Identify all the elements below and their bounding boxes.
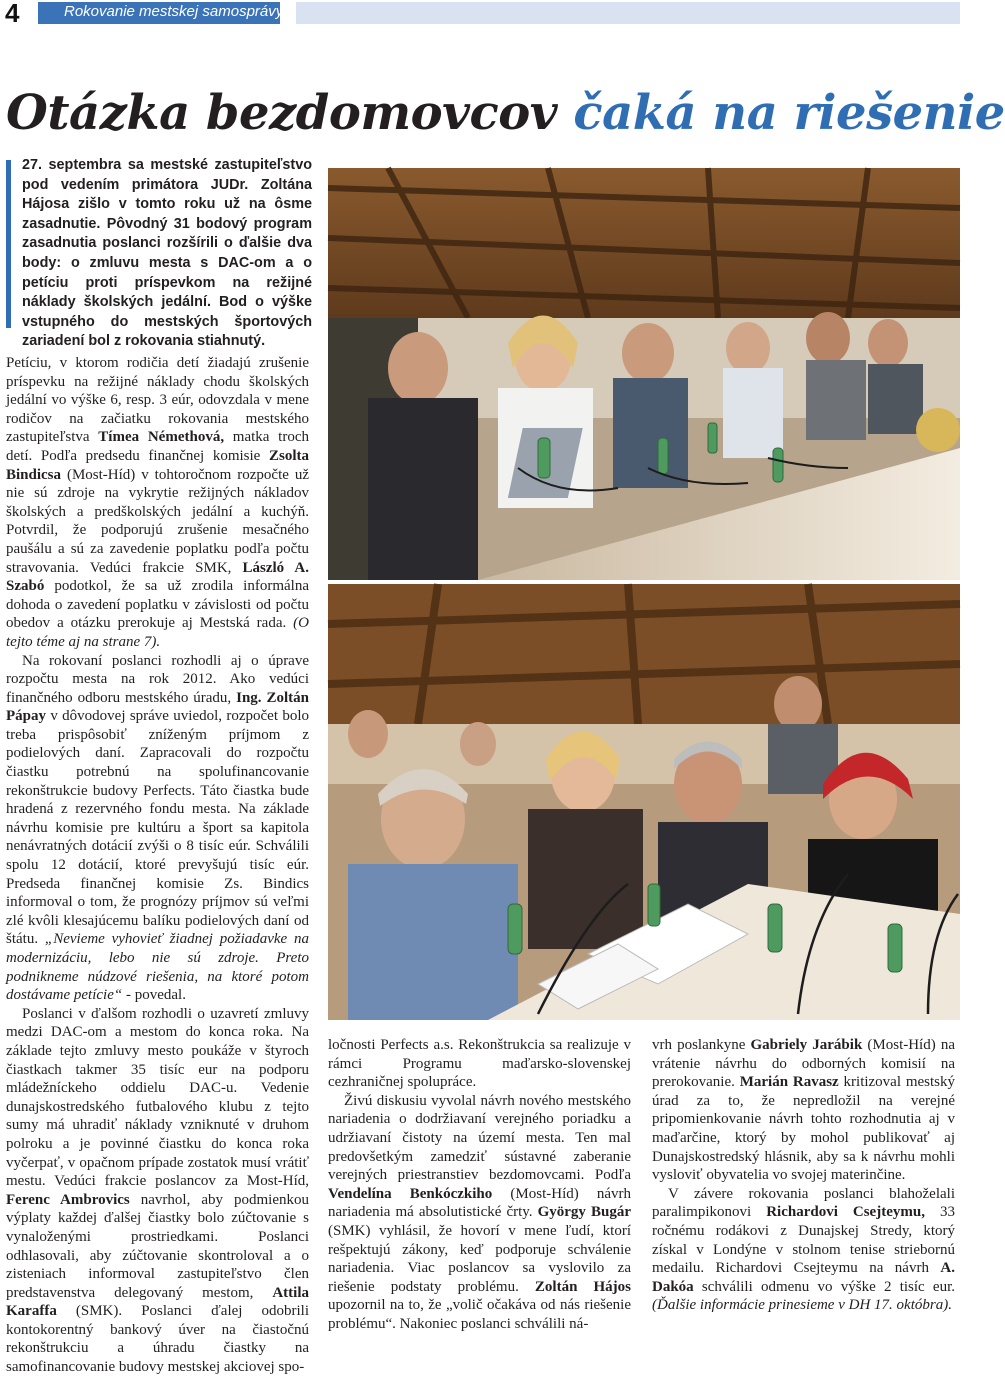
header-rule <box>296 2 960 24</box>
article-lead: 27. septembra sa mestské zastupiteľstvo pod vedením primátora JUDr. Zoltána Hájosa zišlo v tomto roku už na ôsme zasadnutie. Pôvodný 31 bodový program zasadnutia poslanci rozšírili o ďalšie dva body: o zmluvu mesta s DAC-om a o petíciu proti príspevkom na režijné náklady školských jedální. Bod o výške vstupného do mestských športových zariadení bol z rokovania stiahnutý. <box>22 157 312 350</box>
person-name: Gabriely Jarábik <box>750 1037 863 1053</box>
person-name: György Bugár <box>537 1204 631 1221</box>
person-name: László A. Szabó <box>6 559 309 595</box>
person-name: Zoltán Hájos <box>534 1278 631 1295</box>
paragraph: ločnosti Perfects a.s. Rekonštrukcia sa realizuje v rámci Programu maďarsko-slovenskej cezhraničnej spolupráce. <box>328 1037 631 1091</box>
article-column-1 <box>6 354 309 1377</box>
person-name: Ferenc Ambrovics <box>6 1191 130 1208</box>
page-header <box>0 0 960 28</box>
headline-part1: Otázka bezdomovcov <box>6 85 574 141</box>
article-column-3 <box>652 1036 955 1315</box>
headline-part2: čaká na riešenie <box>573 85 1005 141</box>
person-name: A. Dakóa <box>652 1260 955 1295</box>
person-name: Tímea Némethová, <box>98 429 225 446</box>
headline <box>6 85 1005 141</box>
council-meeting-photo-top <box>328 168 960 580</box>
person-name: Vendelína Benkóczkiho <box>328 1185 493 1202</box>
paragraph: V závere rokovania poslanci blahoželali paralimpikonovi Richardovi Csejteymu, 33 ročnému rodákovi z Dunajskej Stredy, ktorý získal v Londýne v stolnom tenise striebornú medailu. Richardovi Csejteymu na návrh A. Dakóa schválili odmenu vo výške 2 tisíc eur. (Ďalšie informácie prinesieme v DH 17. októbra). <box>652 1185 956 1314</box>
paragraph: vrh poslankyne Gabriely Jarábik (Most-Híd) na vrátenie návrhu do odborných komisií na prerokovanie. Marián Ravasz kritizoval mestský úrad za to, že nepredložil na verejné pripomienkovanie návrh tohto rozhodnutia aj v maďarčine, ktorý by mohol publikovať aj Dunajskostredský hlásnik, aby sa k návrhu mohli vysloviť obyvatelia vo svojej materinčine. <box>652 1037 955 1184</box>
person-name: Marián Ravasz <box>739 1074 839 1091</box>
section-title: Rokovanie mestskej samosprávy <box>64 3 284 20</box>
person-name: Richardovi Csejteymu, <box>766 1204 925 1221</box>
paragraph: Poslanci v ďalšom rozhodli o uzavretí zmluvy medzi DAC-om a mestom do konca roka. Na základe tejto zmluvy mesto poukáže v štyroch čiastkach takmer 35 tisíc eur na podporu mládežníckeho oddielu DAC-u. Vedenie dunajskostredského futbalového klubu z tejto sumy má uhradiť náklady vzniknuté v druhom polroku a je povinné čiastku do konca roka vyčerpať, v opačnom prípade zostatok musí vrátiť mestu. Vedúci frakcie poslancov za Most-Híd, Ferenc Ambrovics navrhol, aby podmienkou výplaty každej ďalšej čiastky bolo zúčtovanie s vynaloženými prostriedkami. Poslanci odhlasovali, aby zúčtovanie skontroloval a o zisteniach informoval zastupiteľstvo člen predstavenstva delegovaný mestom, Attila Karaffa (SMK). Poslanci ďalej odobrili kontokorentný bankový úver na čiastočnú rekonštrukciu a úhradu čiastky na samofinancovanie budovy mestskej akciovej spo- <box>6 1005 309 1376</box>
paragraph: Petíciu, v ktorom rodičia detí žiadajú zrušenie príspevku na režijné náklady chodu školských jedální vo výške 6, resp. 3 eúr, odovzdala v mene rodičov na začiatku rokovania mestského zastupiteľstva Tímea Némethová, matka troch detí. Podľa predsedu finančnej komisie Zsolta Bindicsa (Most-Híd) v tohtoročnom rozpočte už nie sú zdroje na vykrytie režijných nákladov školských a predškolských jedální a kuchýň. Potvrdil, že podporujú zrušenie mesačného paušálu a sú za zavedenie poplatku podľa počtu stravovania. Vedúci frakcie SMK, László A. Szabó podotkol, že sa už zrodila informálna dohoda o zavedení poplatku v závislosti od počtu obedov a otázku prerokuje aj Mestská rada. (O tejto téme aj na strane 7). <box>6 355 309 650</box>
lead-accent-bar <box>6 160 11 328</box>
person-name: Ing. Zoltán Pápay <box>6 689 309 725</box>
cross-reference: (O tejto téme aj na strane 7). <box>6 615 309 650</box>
cross-reference: (Ďalšie informácie prinesieme v DH 17. októbra). <box>652 1297 952 1314</box>
article-column-2 <box>328 1036 631 1334</box>
paragraph: Živú diskusiu vyvolal návrh nového mestského nariadenia o dodržiavaní verejného poriadku a udržiavaní čistoty na území mesta. Ten mal predovšetkým zamedziť sústavné zaberanie verejných priestranstiev bezdomovcami. Podľa Vendelína Benkóczkiho (Most-Híd) návrh nariadenia má absolutistické črty. György Bugár (SMK) vyhlásil, že hovorí v mene ľudí, ktorí rešpektujú zákony, keď podporuje schválenie nariadenia. Viac poslancov sa vyslovilo za riešenie podstaty problému. Zoltán Hájos upozornil na to, že „volič očakáva od nás riešenie problému“. Nakoniec poslanci schválili ná- <box>328 1092 632 1332</box>
page-number: 4 <box>5 0 20 28</box>
quote: „Nevieme vyhovieť žiadnej požiadavke na modernizáciu, lebo nie sú zdroje. Preto podnikneme núdzové riešenia, na ktoré potom dostávame petície“ <box>6 931 309 1004</box>
paragraph: Na rokovaní poslanci rozhodli aj o úprave rozpočtu mesta na rok 2012. Ako vedúci finančného odboru mestského úradu, Ing. Zoltán Pápay v dôvodovej správe uviedol, rozpočet bolo treba prispôsobiť zníženým príjmom z podielových daní. Zapracovali do rozpočtu čiastku potrebnú na spolufinancovanie rekonštrukcie budovy Perfects. Táto čiastka bude hradená z rezervného fondu mesta. Na základe návrhu komisie pre kultúru a šport sa kapitola nenávratných dotácií zvýši o 8 tisíc eúr. Schválili spolu 12 dotácií, ktoré prevyšujú tisíc eúr. Predseda finančnej komisie Zs. Bindics informoval o tom, že prognózy príjmov sú veľmi zlé kvôli klesajúcemu balíku podielových daní od štátu. „Nevieme vyhovieť žiadnej požiadavke na modernizáciu, lebo nie sú zdroje. Preto podnikneme núdzové riešenia, na ktoré potom dostávame petície“ - povedal. <box>6 652 309 1004</box>
council-meeting-photo-bottom <box>328 584 960 1020</box>
person-name: Attila Karaffa <box>6 1284 309 1320</box>
person-name: Zsolta Bindicsa <box>6 447 309 483</box>
